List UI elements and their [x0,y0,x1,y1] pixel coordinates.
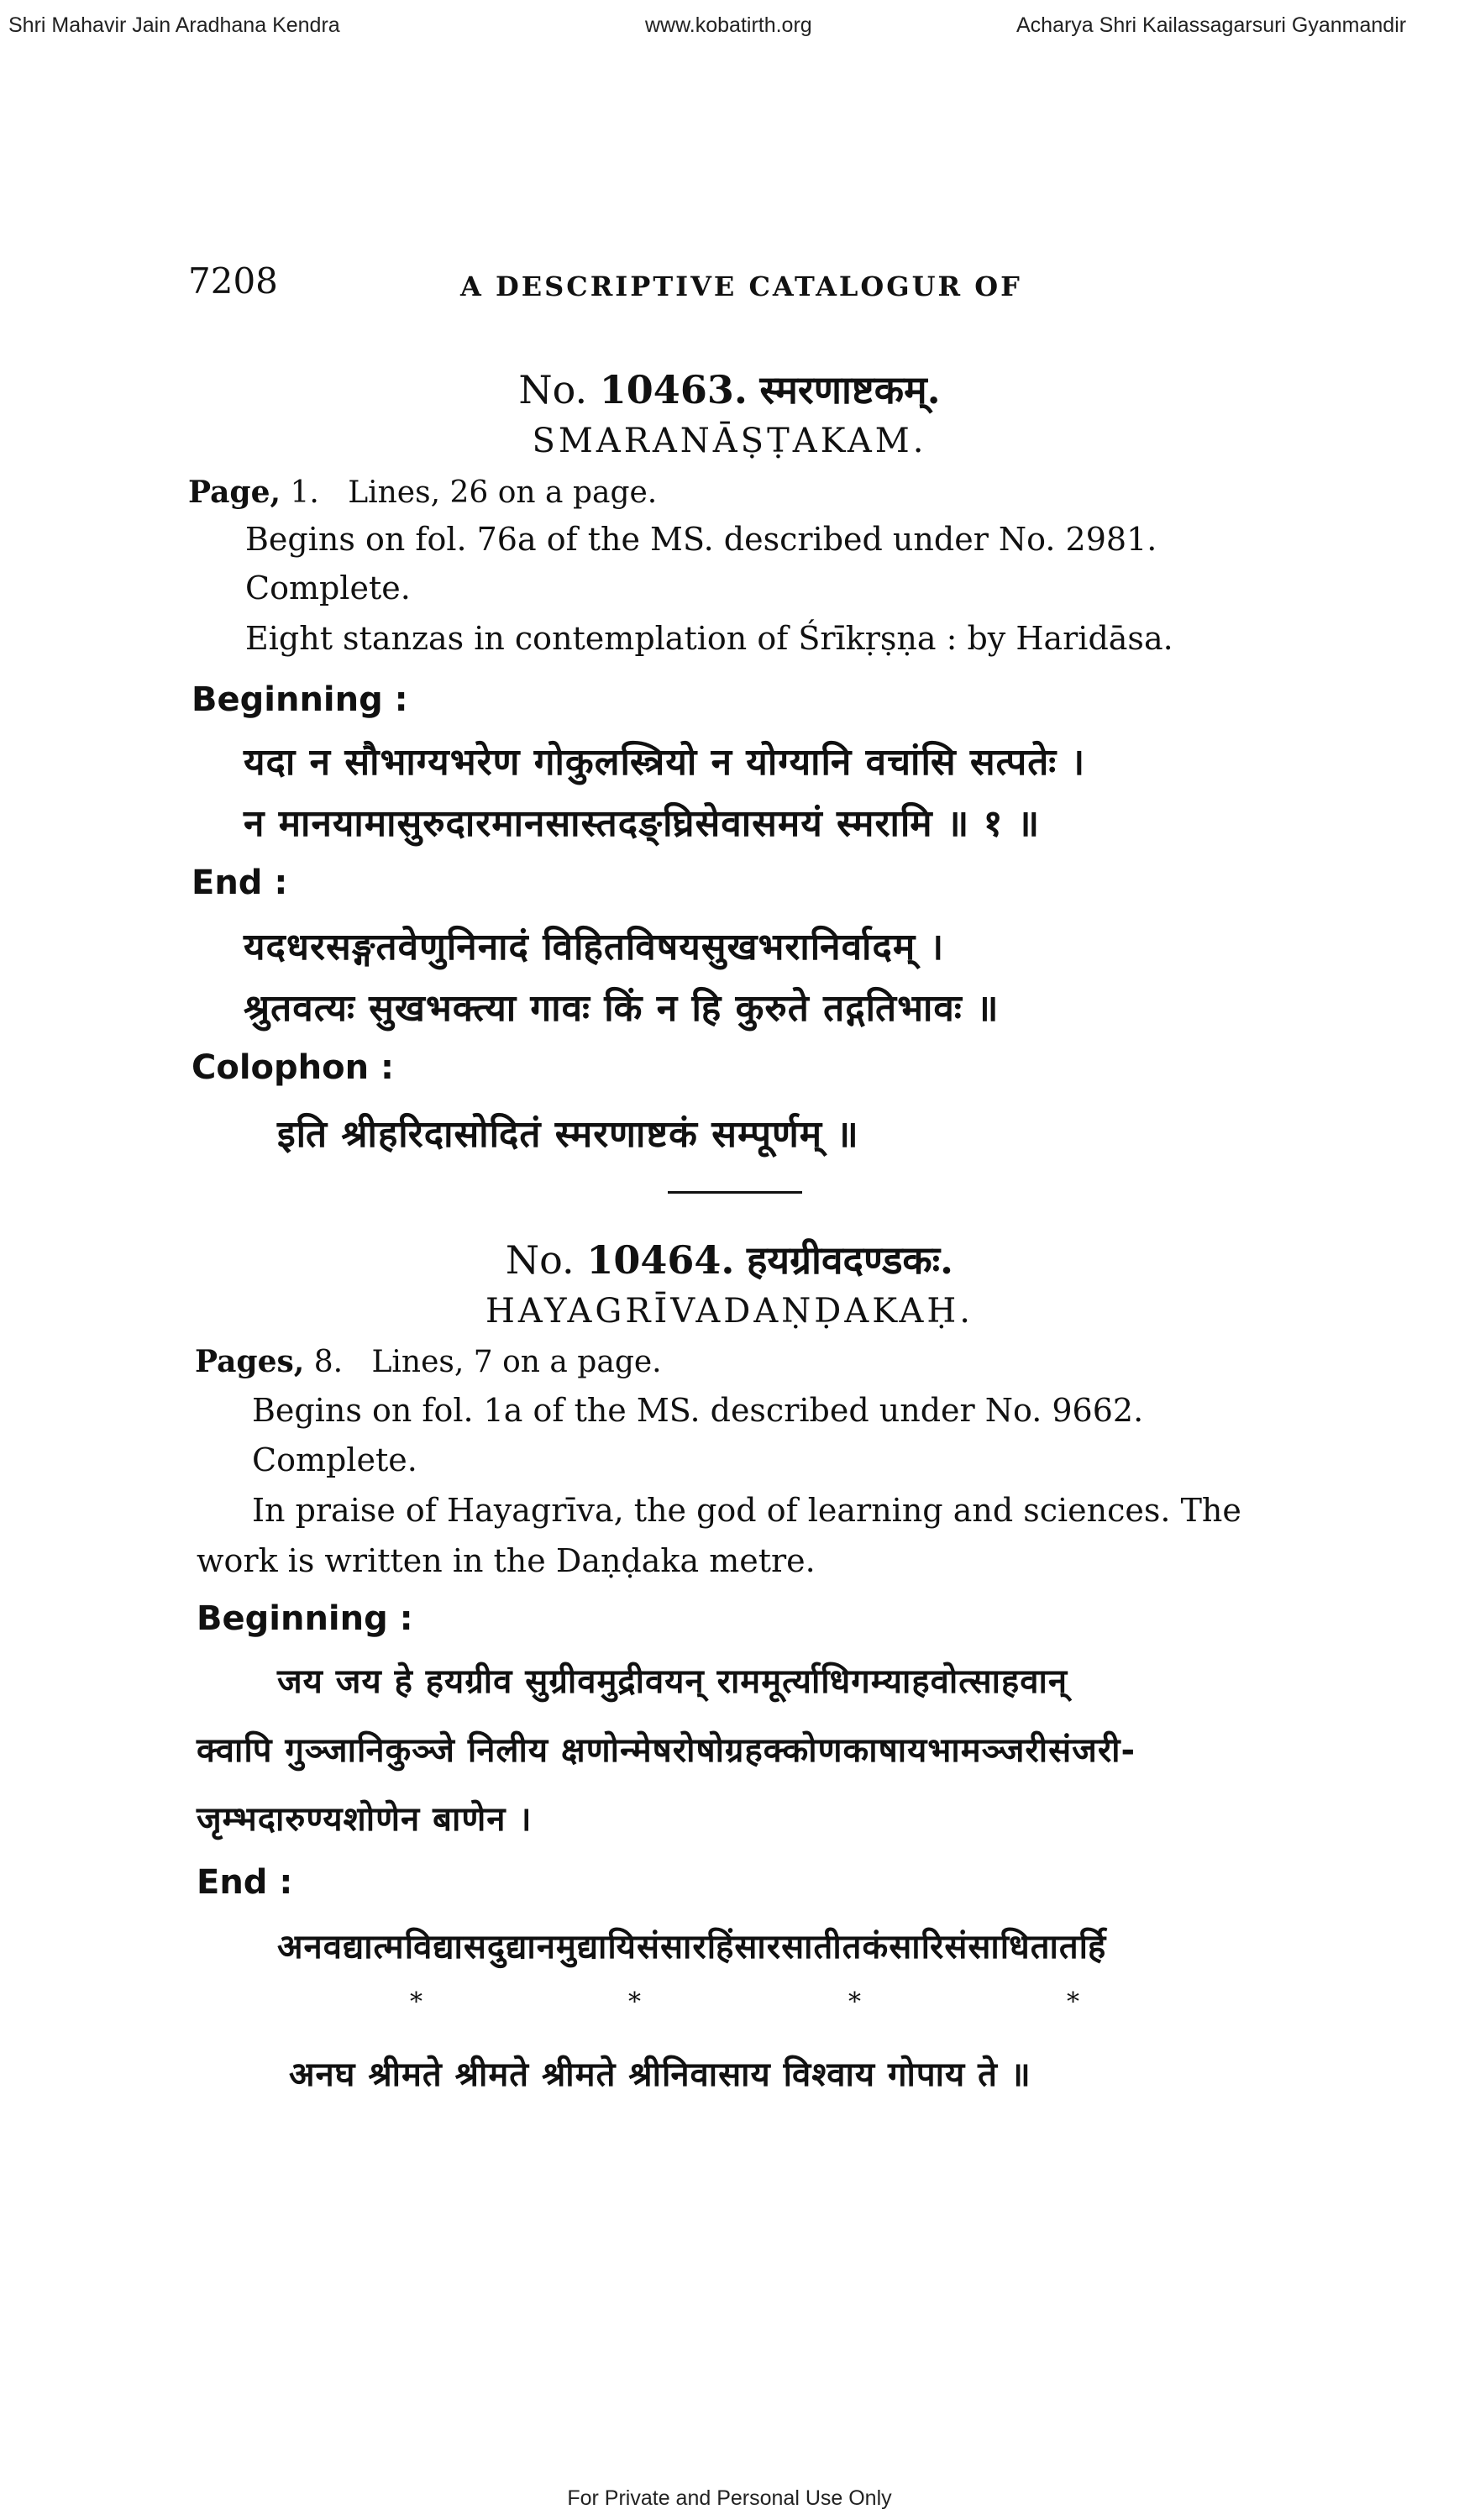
entry-meta [195,1344,662,1379]
running-title: A DESCRIPTIVE CATALOGUR OF [460,270,1022,302]
pages-label: Page, [188,475,281,510]
desc-line: In praise of Hayagrīva, the god of learning and sciences. The [252,1492,1241,1529]
entry-title-roman: HAYAGRĪVADAṆḌAKAḤ. [485,1292,974,1331]
verse-line: क्वापि गुञ्जानिकुञ्जे निलीय क्षणोन्मेषरोषोग्रहक्कोणकाषायभामञ्जरीसंजरी- [197,1731,1136,1770]
pages-value: 1. [290,475,319,510]
colophon-label: Colophon : [192,1048,395,1087]
entry-number: 10463. [599,367,748,412]
page-number: 7208 [188,260,278,302]
verse-line: अनवद्यात्मविद्यासदुद्यानमुद्यायिसंसारहिंसारसातीतकंसारिसंसाधितातर्हि [277,1928,1107,1966]
header-right: Acharya Shri Kailassagarsuri Gyanmandir [1016,13,1407,37]
header-left: Shri Mahavir Jain Aradhana Kendra [8,13,340,37]
verse-line: श्रुतवत्यः सुखभक्त्या गावः किं न हि कुरुते तद्गतिभावः ॥ [244,987,1000,1030]
desc-line: Begins on fol. 76a of the MS. described under No. 2981. [245,521,1157,558]
entry-title-roman: SMARANĀṢṬAKAM. [532,422,927,460]
ellipsis-star: * [848,1987,861,2017]
footer: For Private and Personal Use Only [567,2486,892,2510]
verse-line: अनघ श्रीमते श्रीमते श्रीमते श्रीनिवासाय विश्वाय गोपाय ते ॥ [289,2055,1031,2094]
pages-value: 8. [313,1345,344,1379]
entry-heading [0,363,1459,415]
ellipsis-star: * [628,1987,641,2017]
entry-number-prefix: No. [518,367,588,412]
verse-line: जृम्भदारुण्यशोणेन बाणेन । [197,1800,533,1839]
pages-label: Pages, [195,1344,305,1379]
separator-rule [668,1191,802,1194]
desc-line: Complete. [245,570,411,606]
verse-line: यदा न सौभाग्यभरेण गोकुलस्त्रियो न योग्यानि वचांसि सत्पतेः । [244,741,1086,784]
lines-value: 7 on a page. [473,1345,662,1379]
entry-title-devanagari: हयग्रीवदण्डकः. [747,1237,954,1283]
desc-line: work is written in the Daṇḍaka metre. [197,1542,816,1579]
desc-line: Complete. [252,1441,417,1478]
end-label: End : [192,864,288,902]
entry-meta [188,475,657,510]
header-center: www.kobatirth.org [645,13,812,37]
beginning-label: Beginning : [192,680,408,719]
beginning-label: Beginning : [197,1599,413,1638]
desc-line: Eight stanzas in contemplation of Śrīkṛṣṇa : by Haridāsa. [245,620,1173,657]
verse-line: जय जय हे हयग्रीव सुग्रीवमुद्रीवयन् राममूर्त्याधिगम्याहवोत्साहवान् [277,1662,1068,1701]
colophon-line: इति श्रीहरिदासोदितं स्मरणाष्टकं सम्पूर्णम् ॥ [277,1113,859,1156]
verse-line: यदधरसङ्गतवेणुनिनादं विहितविषयसुखभरानिर्वादम् । [244,926,945,969]
lines-value: 26 on a page. [449,475,658,510]
end-label: End : [197,1863,293,1902]
ellipsis-star: * [1067,1987,1079,2017]
lines-label: Lines, [371,1345,464,1379]
desc-line: Begins on fol. 1a of the MS. described under No. 9662. [252,1392,1144,1429]
entry-number: 10464. [586,1237,735,1283]
entry-title-devanagari: स्मरणाष्टकम्. [759,367,941,412]
lines-label: Lines, [348,475,441,510]
entry-heading [0,1233,1459,1285]
verse-line: न मानयामासुरुदारमानसास्तदङ्घ्रिसेवासमयं स्मरामि ॥ १ ॥ [244,802,1041,845]
entry-number-prefix: No. [505,1237,575,1283]
ellipsis-star: * [410,1987,422,2017]
